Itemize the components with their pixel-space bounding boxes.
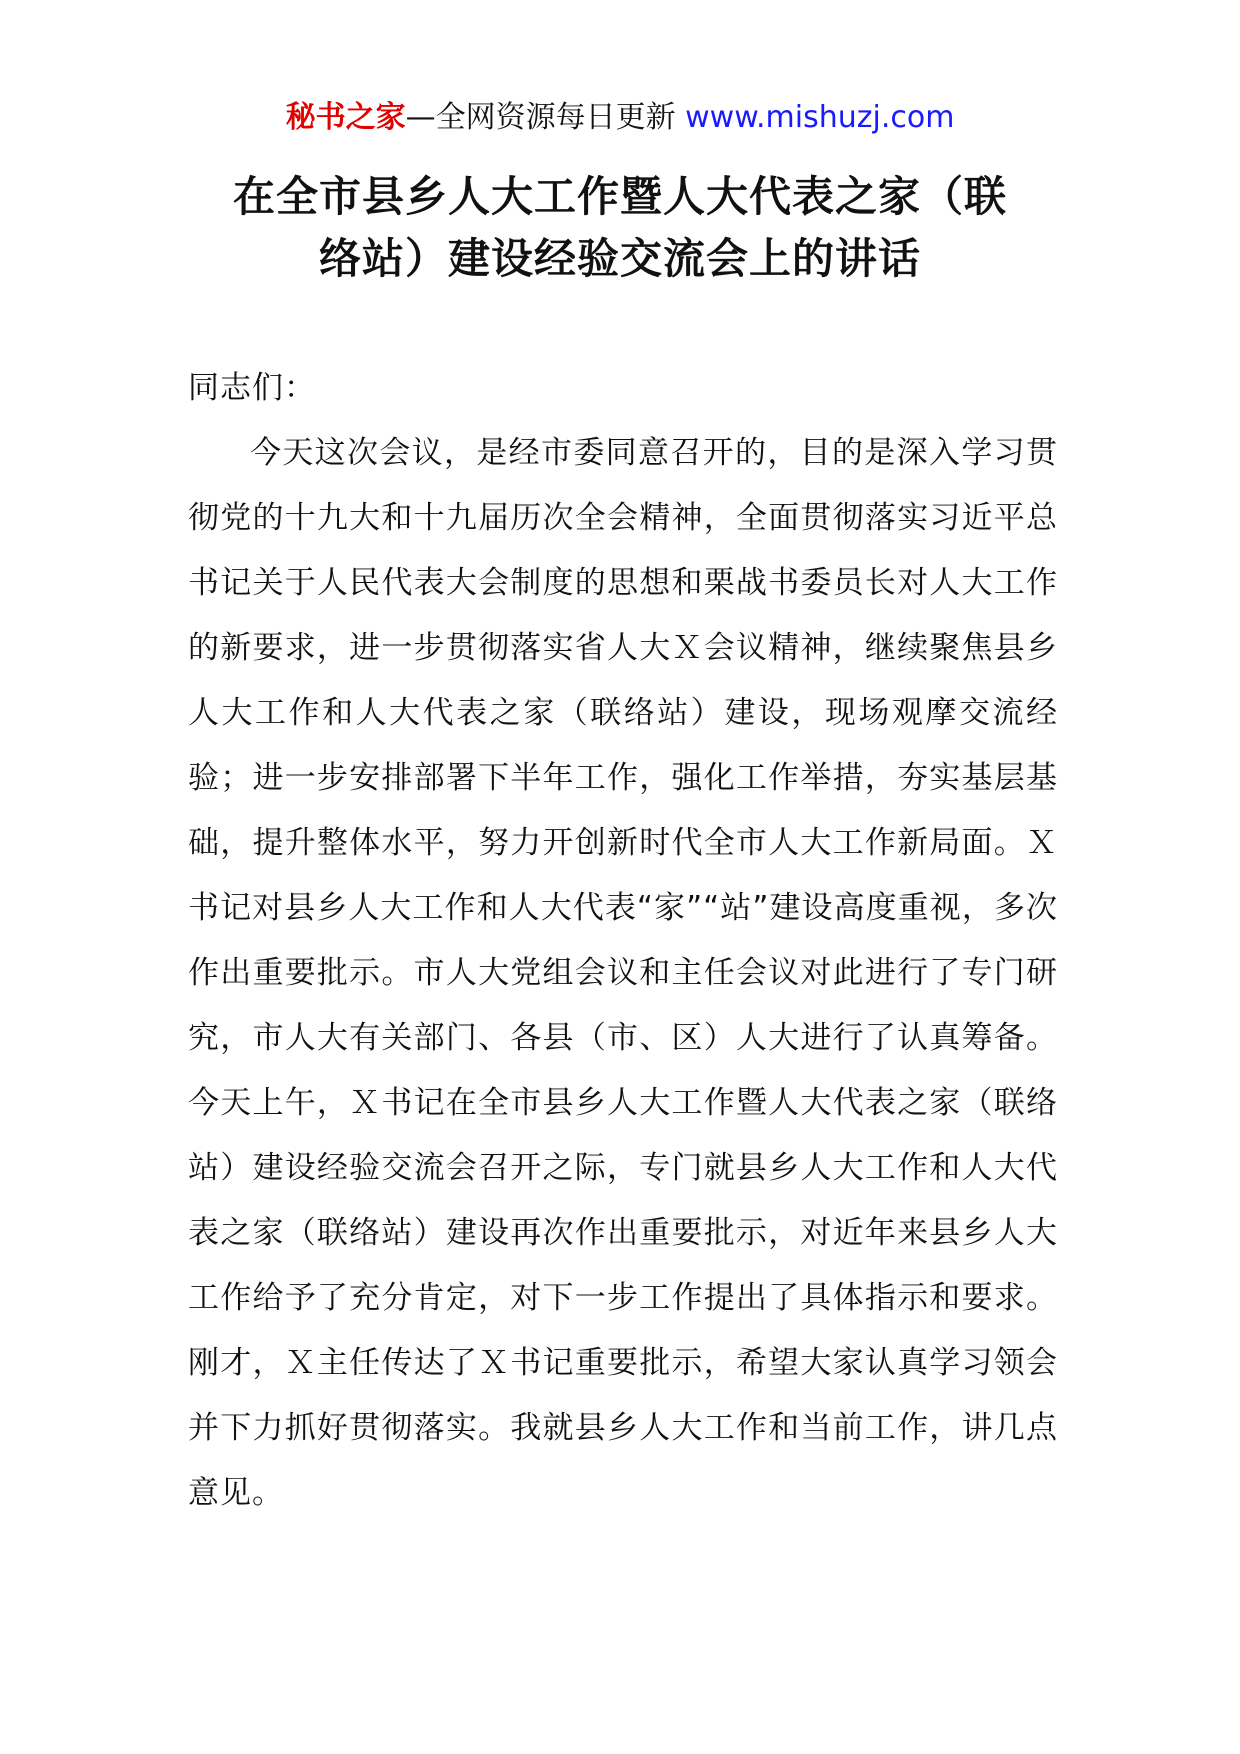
site-brand: 秘书之家 [285, 100, 406, 135]
document-title-line-2: 络站）建设经验交流会上的讲话 [318, 234, 921, 283]
salutation: 同志们： [188, 370, 316, 406]
document-body [188, 356, 1058, 1526]
site-tagline: —全网资源每日更新 [405, 100, 676, 135]
document-title [150, 166, 1090, 290]
document-title-line-1: 在全市县乡人大工作暨人大代表之家（联 [232, 172, 1007, 221]
site-header [0, 96, 1240, 140]
body-paragraph: 今天这次会议，是经市委同意召开的，目的是深入学习贯彻党的十九大和十九届历次全会精神，全面贯彻落实习近平总书记关于人民代表大会制度的思想和栗战书委员长对人大工作的新要求，进一步贯彻落实省人大Ｘ会议精神，继续聚焦县乡人大工作和人大代表之家（联络站）建设，现场观摩交流经验；进一步安排部署下半年工作，强化工作举措，夯实基层基础，提升整体水平，努力开创新时代全市人大工作新局面。Ｘ书记对县乡人大工作和人大代表“家”“站”建设高度重视，多次作出重要批示。市人大党组会议和主任会议对此进行了专门研究，市人大有关部门、各县（市、区）人大进行了认真筹备。今天上午，Ｘ书记在全市县乡人大工作暨人大代表之家（联络站）建设经验交流会召开之际，专门就县乡人大工作和人大代表之家（联络站）建设再次作出重要批示，对近年来县乡人大工作给予了充分肯定，对下一步工作提出了具体指示和要求。刚才，Ｘ主任传达了Ｘ书记重要批示，希望大家认真学习领会并下力抓好贯彻落实。我就县乡人大工作和当前工作，讲几点意见。 [188, 435, 1058, 1511]
site-url-link[interactable]: www.mishuzj.com [685, 100, 955, 135]
